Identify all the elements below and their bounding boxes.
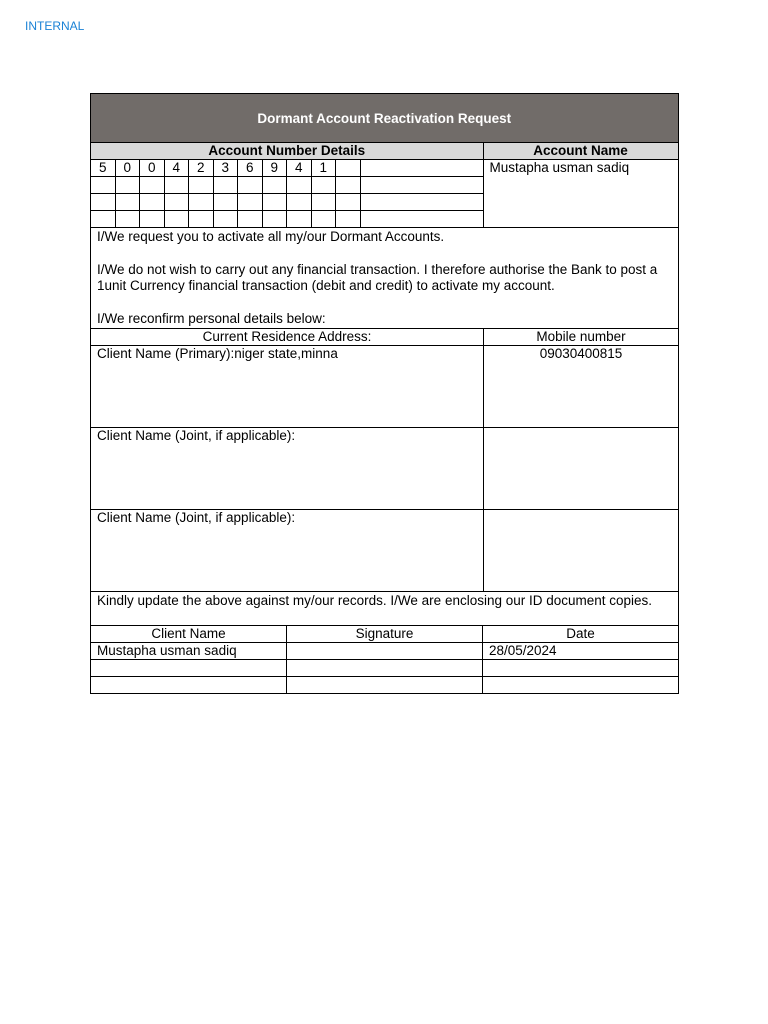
account-digit-empty: [287, 211, 312, 228]
row-date: [483, 677, 679, 694]
form-title: Dormant Account Reactivation Request: [91, 94, 679, 143]
reactivation-form: [90, 93, 678, 694]
classification-label: INTERNAL: [25, 19, 85, 33]
account-digit-empty: [213, 177, 238, 194]
account-digit: 0: [115, 160, 140, 177]
account-digit-empty: [140, 194, 165, 211]
account-digit-empty: [336, 194, 361, 211]
account-digit-empty: [311, 177, 336, 194]
account-digit: 1: [311, 160, 336, 177]
account-digit-empty: [360, 194, 483, 211]
row-date: 28/05/2024: [483, 643, 679, 660]
account-digit: 2: [189, 160, 214, 177]
account-digit-empty: [91, 211, 116, 228]
statement-authorise: I/We do not wish to carry out any financial transaction. I therefore authorise the Bank to post a 1unit Currency financial transaction (debit and credit) to activate my account.: [97, 261, 658, 293]
account-digit-empty: [189, 211, 214, 228]
client-primary-address: Client Name (Primary):niger state,minna: [91, 346, 484, 428]
account-digit: 3: [213, 160, 238, 177]
header-client-name: Client Name: [91, 626, 287, 643]
account-digit-empty: [287, 194, 312, 211]
account-digit-empty: [115, 194, 140, 211]
account-name-header: Account Name: [483, 143, 678, 160]
account-digit-empty: [189, 177, 214, 194]
account-digit-empty: [311, 194, 336, 211]
address-header: Current Residence Address:: [91, 329, 484, 346]
account-digit-empty: [262, 194, 287, 211]
declaration-block: [91, 228, 679, 329]
account-digit-empty: [262, 211, 287, 228]
account-digit: 6: [238, 160, 263, 177]
account-digit-empty: [91, 177, 116, 194]
account-digit: 5: [91, 160, 116, 177]
account-digit-empty: [115, 177, 140, 194]
row-signature: [287, 643, 483, 660]
signature-table: [90, 625, 679, 694]
header-date: Date: [483, 626, 679, 643]
mobile-header: Mobile number: [484, 329, 679, 346]
account-digit: [360, 160, 483, 177]
account-digit-empty: [164, 177, 189, 194]
client-primary-mobile: 09030400815: [484, 346, 679, 428]
account-digit-empty: [213, 211, 238, 228]
account-digit-empty: [311, 211, 336, 228]
account-digit-empty: [164, 211, 189, 228]
row-date: [483, 660, 679, 677]
account-digit-empty: [360, 211, 483, 228]
account-digit-empty: [164, 194, 189, 211]
account-digit: 4: [164, 160, 189, 177]
account-details-table: [90, 93, 679, 228]
account-digit-empty: [336, 177, 361, 194]
account-digit-empty: [238, 194, 263, 211]
account-digit: 0: [140, 160, 165, 177]
account-name-value: Mustapha usman sadiq: [483, 160, 678, 228]
row-signature: [287, 660, 483, 677]
row-signature: [287, 677, 483, 694]
account-digit-empty: [213, 194, 238, 211]
account-digit-empty: [189, 194, 214, 211]
client-joint-mobile: [484, 428, 679, 510]
account-digit: 9: [262, 160, 287, 177]
client-joint-mobile: [484, 510, 679, 592]
account-digit: 4: [287, 160, 312, 177]
account-number-header: Account Number Details: [91, 143, 484, 160]
account-digit-empty: [91, 194, 116, 211]
account-digit-empty: [262, 177, 287, 194]
client-joint-address: Client Name (Joint, if applicable):: [91, 428, 484, 510]
account-digit-empty: [336, 211, 361, 228]
account-digit-empty: [238, 177, 263, 194]
account-digit-empty: [140, 177, 165, 194]
personal-details-table: [90, 227, 679, 626]
account-digit-empty: [360, 177, 483, 194]
row-client-name: Mustapha usman sadiq: [91, 643, 287, 660]
header-signature: Signature: [287, 626, 483, 643]
client-joint-address: Client Name (Joint, if applicable):: [91, 510, 484, 592]
account-digit-empty: [140, 211, 165, 228]
account-digit-empty: [287, 177, 312, 194]
statement-reconfirm: I/We reconfirm personal details below:: [97, 310, 326, 326]
statement-activate: I/We request you to activate all my/our Dormant Accounts.: [97, 229, 445, 244]
account-digit-empty: [238, 211, 263, 228]
row-client-name: [91, 660, 287, 677]
account-digit-empty: [115, 211, 140, 228]
account-digit: [336, 160, 361, 177]
update-note: Kindly update the above against my/our records. I/We are enclosing our ID document copies.: [91, 592, 679, 626]
row-client-name: [91, 677, 287, 694]
